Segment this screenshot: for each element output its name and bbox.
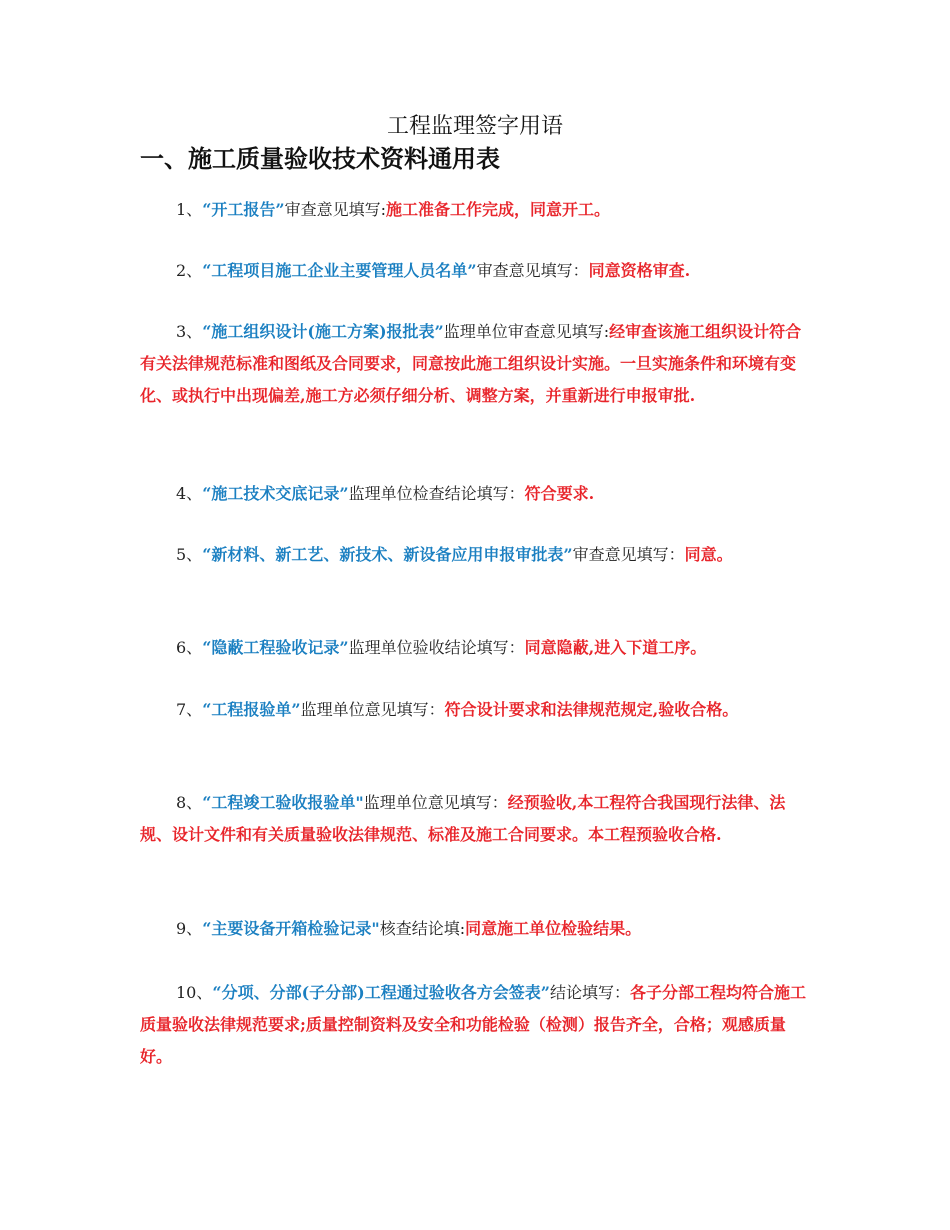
form-name: “施工组织设计(施工方案)报批表” (202, 322, 444, 341)
document-title: 工程监理签字用语 (386, 114, 563, 139)
item-number: 1、 (176, 200, 203, 219)
list-item (140, 478, 812, 510)
instruction-text: 审查意见填写： (476, 261, 589, 280)
approval-text: 同意。 (684, 545, 733, 564)
approval-text: 同意施工单位检验结果。 (465, 919, 642, 938)
instruction-text: 监理单位检查结论填写： (348, 484, 525, 503)
item-number: 3、 (176, 322, 203, 341)
form-name: “开工报告” (202, 200, 285, 219)
instruction-text: 结论填写： (549, 983, 630, 1002)
list-item (140, 255, 812, 287)
item-number: 8、 (176, 793, 203, 812)
instruction-text: 监理单位验收结论填写： (348, 638, 525, 657)
list-item (140, 632, 812, 664)
approval-text: 同意资格审查. (588, 261, 691, 280)
form-name: “工程报验单” (202, 700, 301, 719)
form-name: “分项、分部(子分部)工程通过验收各方会签表” (212, 983, 550, 1002)
form-name: “新材料、新工艺、新技术、新设备应用申报审批表” (202, 545, 573, 564)
list-item (140, 194, 812, 226)
list-item (140, 316, 812, 412)
item-number: 5、 (176, 545, 203, 564)
instruction-text: 监理单位审查意见填写: (443, 322, 610, 341)
form-name: “主要设备开箱检验记录" (202, 919, 380, 938)
item-number: 9、 (176, 919, 203, 938)
item-number: 7、 (176, 700, 203, 719)
approval-text: 符合要求. (524, 484, 595, 503)
list-item (140, 977, 812, 1073)
form-name: “施工技术交底记录” (202, 484, 349, 503)
instruction-text: 审查意见填写： (572, 545, 685, 564)
list-item (140, 913, 812, 945)
item-number: 2、 (176, 261, 203, 280)
list-item (140, 787, 812, 851)
approval-text: 经预验收,本工程符合我国现行法律、法规、设计文件和有关质量验收法律规范、标准及施工合同要求。本工程预验收合格. (140, 793, 786, 844)
instruction-text: 监理单位意见填写： (300, 700, 445, 719)
instruction-text: 审查意见填写: (284, 200, 387, 219)
instruction-text: 核查结论填: (379, 919, 466, 938)
form-name: “工程项目施工企业主要管理人员名单” (202, 261, 477, 280)
item-number: 6、 (176, 638, 203, 657)
section-heading: 一、施工质量验收技术资料通用表 (140, 144, 500, 173)
approval-text: 同意隐蔽,进入下道工序。 (524, 638, 707, 657)
approval-text: 施工准备工作完成，同意开工。 (386, 200, 611, 219)
list-item (140, 694, 812, 726)
instruction-text: 监理单位意见填写： (363, 793, 508, 812)
item-number: 10、 (176, 983, 213, 1002)
list-item (140, 539, 812, 571)
approval-text: 符合设计要求和法律规范规定,验收合格。 (444, 700, 739, 719)
item-number: 4、 (176, 484, 203, 503)
form-name: “工程竣工验收报验单" (202, 793, 364, 812)
approval-text: 各子分部工程均符合施工质量验收法律规范要求;质量控制资料及安全和功能检验（检测）报告齐全，合格；观感质量好。 (140, 983, 806, 1066)
approval-text: 经审查该施工组织设计符合有关法律规范标准和图纸及合同要求，同意按此施工组织设计实施。一旦实施条件和环境有变化、或执行中出现偏差,施工方必须仔细分析、调整方案，并重新进行申报审批. (140, 322, 802, 405)
form-name: “隐蔽工程验收记录” (202, 638, 349, 657)
